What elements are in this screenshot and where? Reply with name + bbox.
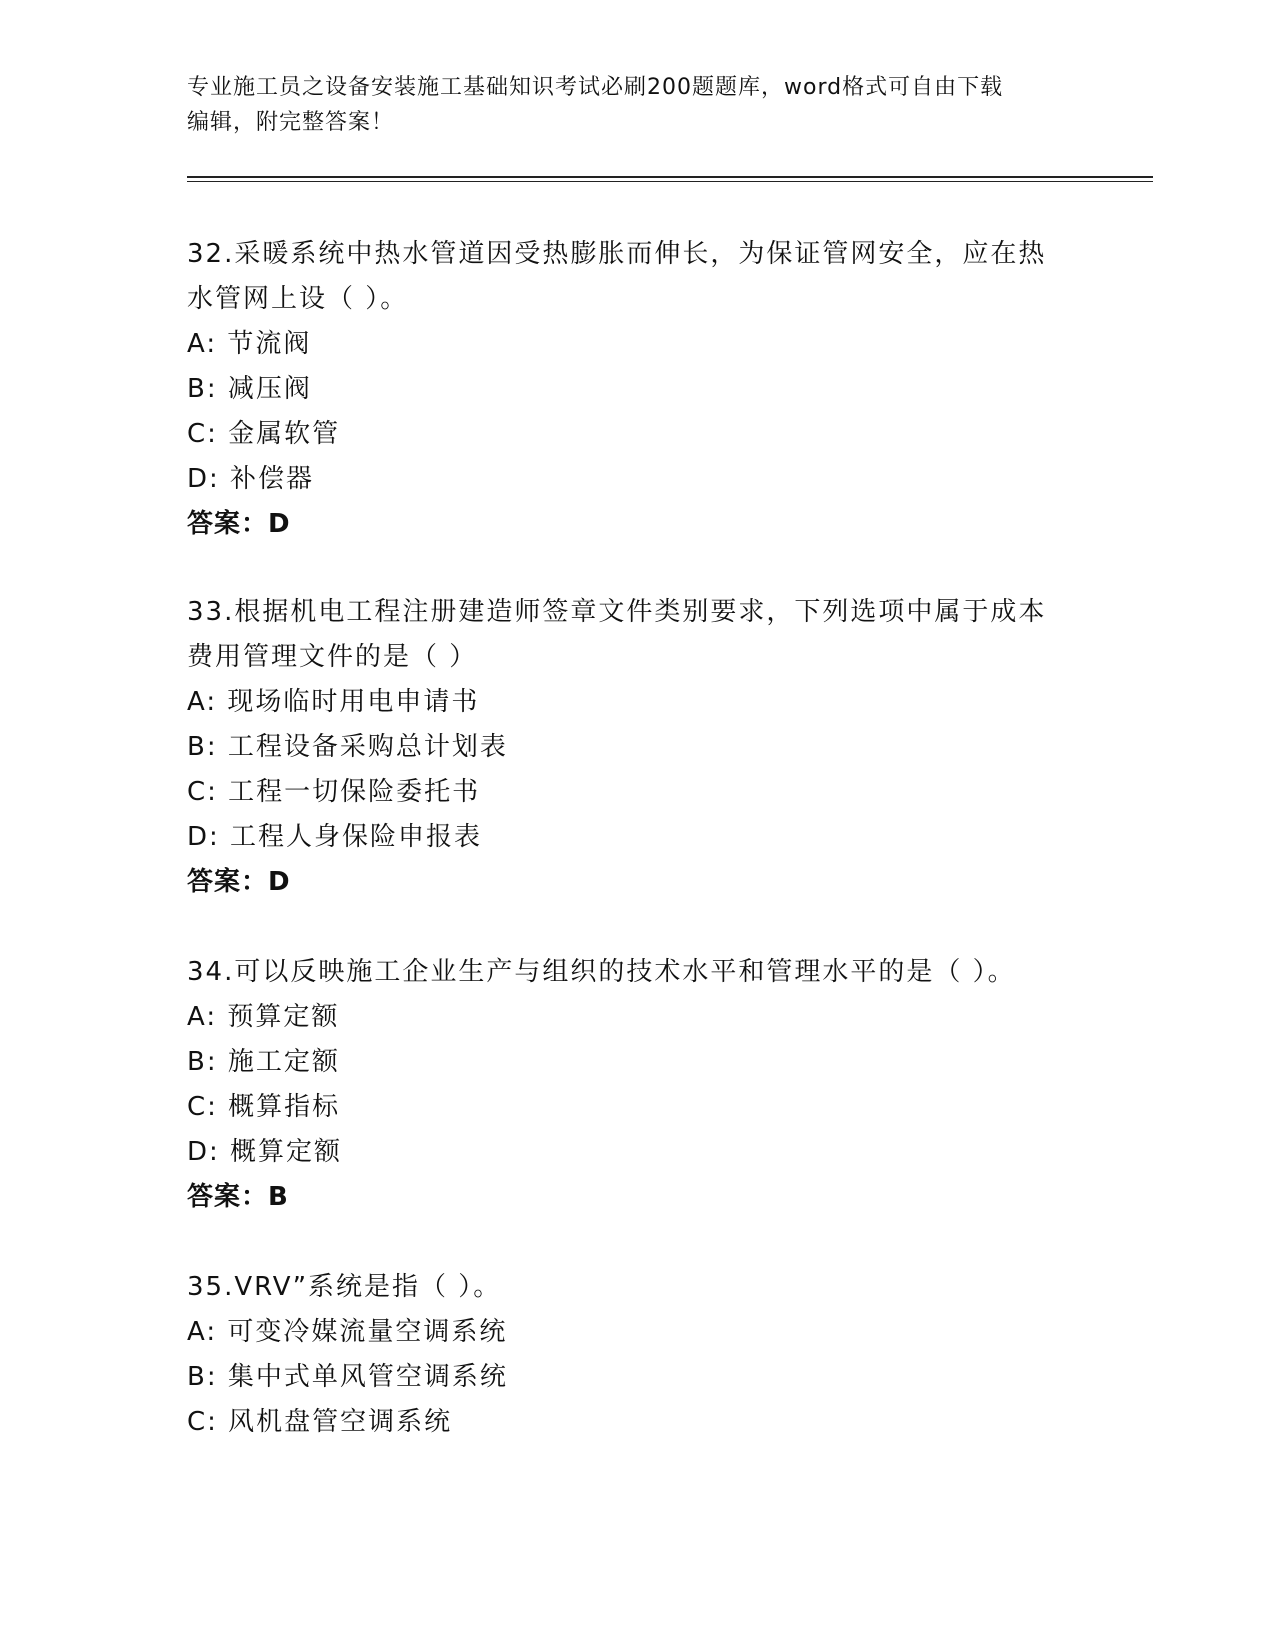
header-divider-thin <box>187 181 1153 182</box>
answer: 答案：D <box>187 509 291 539</box>
option-a: A: 现场临时用电申请书 <box>187 687 480 717</box>
header-line-2: 编辑，附完整答案！ <box>187 110 395 135</box>
option-c: C: 概算指标 <box>187 1092 341 1122</box>
question-33 <box>187 590 1087 905</box>
option-b: B: 施工定额 <box>187 1047 340 1077</box>
question-32 <box>187 232 1087 547</box>
question-34 <box>187 950 1087 1220</box>
question-stem: 32.采暖系统中热水管道因受热膨胀而伸长，为保证管网安全，应在热 <box>187 239 1047 269</box>
question-stem: 35.VRV”系统是指（ ）。 <box>187 1272 502 1302</box>
question-stem: 33.根据机电工程注册建造师签章文件类别要求，下列选项中属于成本 <box>187 597 1047 627</box>
question-stem-continued: 水管网上设（ ）。 <box>187 284 409 314</box>
question-35 <box>187 1265 1087 1445</box>
header-line-1: 专业施工员之设备安装施工基础知识考试必刷200题题库，word格式可自由下载 <box>187 75 1004 100</box>
header-divider-thick <box>187 176 1153 178</box>
option-a: A: 预算定额 <box>187 1002 340 1032</box>
option-c: C: 金属软管 <box>187 419 341 449</box>
option-d: D: 补偿器 <box>187 464 315 494</box>
answer: 答案：D <box>187 867 291 897</box>
question-stem: 34.可以反映施工企业生产与组织的技术水平和管理水平的是（ ）。 <box>187 957 1016 987</box>
option-d: D: 工程人身保险申报表 <box>187 822 483 852</box>
option-a: A: 可变冷媒流量空调系统 <box>187 1317 508 1347</box>
option-c: C: 风机盘管空调系统 <box>187 1407 453 1437</box>
option-b: B: 集中式单风管空调系统 <box>187 1362 508 1392</box>
option-a: A: 节流阀 <box>187 329 312 359</box>
option-b: B: 工程设备采购总计划表 <box>187 732 508 762</box>
question-stem-continued: 费用管理文件的是（ ） <box>187 642 478 672</box>
option-b: B: 减压阀 <box>187 374 312 404</box>
answer: 答案：B <box>187 1182 289 1212</box>
document-header <box>187 70 1077 140</box>
option-c: C: 工程一切保险委托书 <box>187 777 481 807</box>
option-d: D: 概算定额 <box>187 1137 343 1167</box>
